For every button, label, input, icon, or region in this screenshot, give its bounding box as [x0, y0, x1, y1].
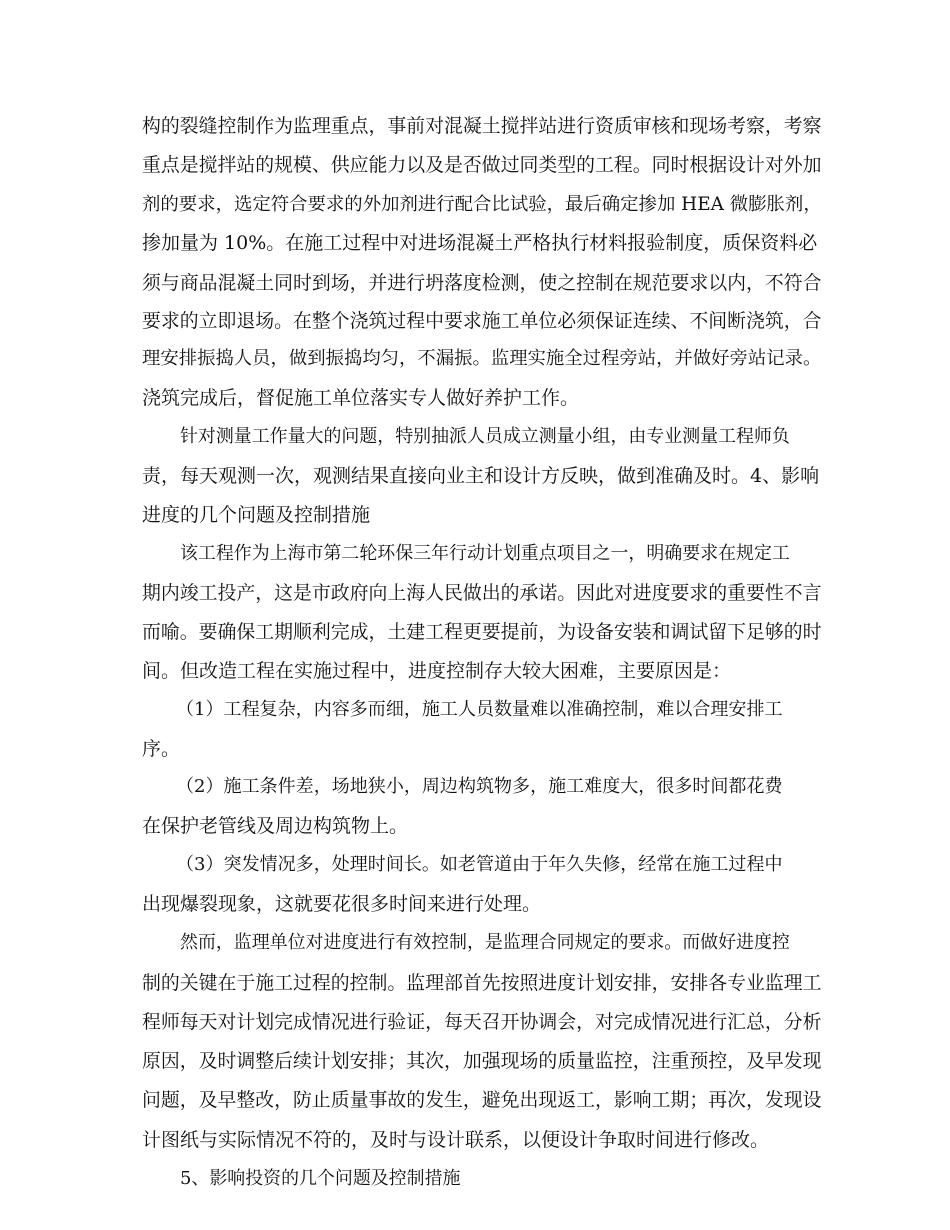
- text-line: 理安排振捣人员，做到振捣均匀，不漏振。监理实施全过程旁站，并做好旁站记录。: [142, 348, 822, 369]
- text-line: 问题，及早整改，防止质量事故的发生，避免出现返工，影响工期；再次，发现设: [142, 1089, 822, 1111]
- text-line: 责，每天观测一次，观测结果直接向业主和设计方反映，做到准确及时。4、影响: [142, 465, 820, 487]
- text-line: 制的关键在于施工过程的控制。监理部首先按照进度计划安排，安排各专业监理工: [142, 972, 822, 994]
- text-line: 期内竣工投产，这是市政府向上海人民做出的承诺。因此对进度要求的重要性不言: [142, 582, 822, 604]
- text-line: 剂的要求，选定符合要求的外加剂进行配合比试验，最后确定掺加 HEA 微膨胀剂，: [142, 194, 822, 215]
- text-line: 浇筑完成后，督促施工单位落实专人做好养护工作。: [142, 387, 580, 409]
- paragraph-first-line: 然而，监理单位对进度进行有效控制，是监理合同规定的要求。而做好进度控: [180, 932, 790, 953]
- text-line: 序。: [142, 738, 181, 760]
- text-line: 要求的立即退场。在整个浇筑过程中要求施工单位必须保证连续、不间断浇筑，合: [142, 310, 822, 332]
- text-line: 间。但改造工程在实施过程中，进度控制存大较大困难，主要原因是：: [142, 660, 732, 682]
- text-line: 须与商品混凝土同时到场，并进行坍落度检测，使之控制在规范要求以内，不符合: [142, 272, 822, 294]
- paragraph-first-line: 针对测量工作量大的问题，特别抽派人员成立测量小组，由专业测量工程师负: [180, 426, 790, 447]
- text-line: 原因，及时调整后续计划安排；其次，加强现场的质量监控，注重预控，及早发现: [142, 1050, 822, 1072]
- text-line: 计图纸与实际情况不符的，及时与设计联系，以便设计争取时间进行修改。: [142, 1129, 770, 1151]
- text-line: 掺加量为 10%。在施工过程中对进场混凝土严格执行材料报验制度，质保资料必: [142, 232, 818, 254]
- text-line: 而喻。要确保工期顺利完成，土建工程更要提前，为设备安装和调试留下足够的时: [142, 621, 822, 643]
- list-item-2: （2）施工条件差，场地狭小，周边构筑物多，施工难度大，很多时间都花费: [176, 776, 783, 797]
- text-line: 重点是搅拌站的规模、供应能力以及是否做过同类型的工程。同时根据设计对外加: [142, 154, 822, 176]
- text-line: 程师每天对计划完成情况进行验证，每天召开协调会，对完成情况进行汇总，分析: [142, 1011, 822, 1033]
- text-line: 进度的几个问题及控制措施: [142, 504, 371, 526]
- list-item-3: （3）突发情况多，处理时间长。如老管道由于年久失修，经常在施工过程中: [176, 854, 783, 875]
- text-line: 出现爆裂现象，这就要花很多时间来进行处理。: [142, 893, 542, 915]
- section-heading: 5、影响投资的几个问题及控制措施: [180, 1168, 461, 1189]
- list-item-1: （1）工程复杂，内容多而细，施工人员数量难以准确控制，难以合理安排工: [176, 699, 783, 720]
- text-line: 构的裂缝控制作为监理重点，事前对混凝土搅拌站进行资质审核和现场考察，考察: [142, 115, 822, 137]
- text-line: 在保护老管线及周边构筑物上。: [142, 815, 409, 837]
- paragraph-first-line: 该工程作为上海市第二轮环保三年行动计划重点项目之一，明确要求在规定工: [180, 543, 790, 564]
